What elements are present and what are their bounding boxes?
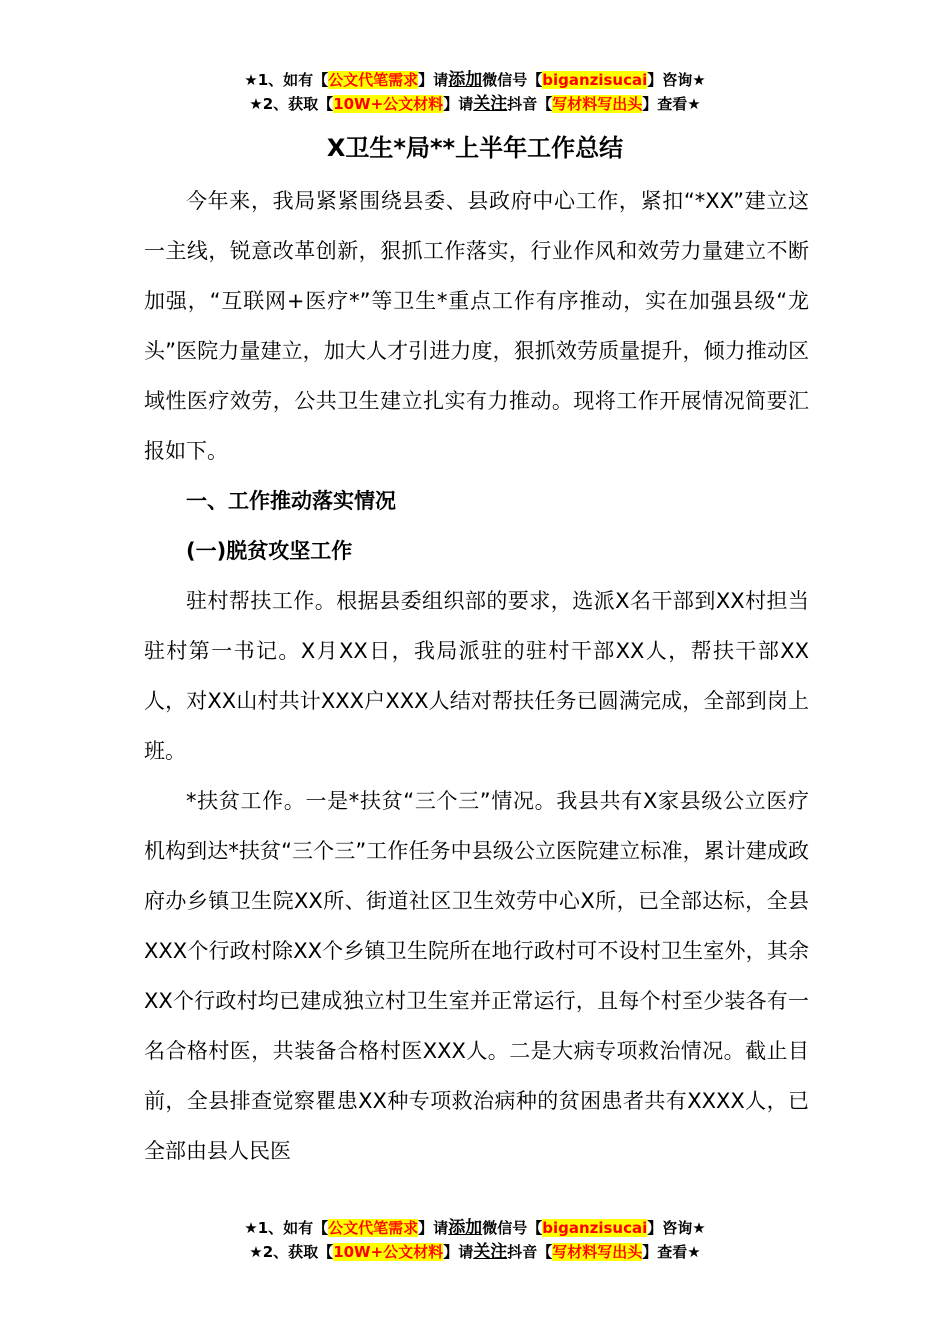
banner-text: ★2、获取【	[249, 1243, 334, 1261]
banner-highlight: biganzisucai	[542, 71, 648, 89]
banner-underline: 关注	[473, 1242, 508, 1262]
banner-highlight: biganzisucai	[542, 1219, 648, 1237]
banner-text: ★1、如有【	[244, 1219, 329, 1237]
top-banner	[0, 68, 950, 116]
banner-highlight: 公文代笔需求	[328, 1219, 419, 1237]
banner-text: 微信号【	[482, 71, 543, 89]
banner-line-2	[0, 1240, 950, 1264]
banner-highlight: 写材料写出头	[552, 95, 643, 113]
banner-text: 抖音【	[507, 1243, 553, 1261]
subsection-heading: (一)脱贫攻坚工作	[186, 539, 353, 563]
banner-text: 】请	[443, 1243, 474, 1261]
banner-text: 】查看★	[642, 95, 701, 113]
banner-underline: 关注	[473, 94, 508, 114]
banner-highlight: 写材料写出头	[552, 1243, 643, 1261]
banner-underline: 添加	[448, 70, 483, 90]
bottom-banner	[0, 1216, 950, 1264]
banner-text: 抖音【	[507, 95, 553, 113]
banner-highlight: 公文代笔需求	[328, 71, 419, 89]
banner-line-1	[0, 68, 950, 92]
banner-text: 】请	[418, 71, 449, 89]
banner-text: 】咨询★	[647, 1219, 706, 1237]
document-title: X卫生*局**上半年工作总结	[326, 134, 624, 162]
banner-text: 微信号【	[482, 1219, 543, 1237]
banner-text: 】请	[418, 1219, 449, 1237]
banner-text: ★1、如有【	[244, 71, 329, 89]
document-body	[144, 176, 809, 1176]
banner-line-1	[0, 1216, 950, 1240]
banner-text: 】请	[443, 95, 474, 113]
banner-text: 】咨询★	[647, 71, 706, 89]
intro-paragraph: 今年来，我局紧紧围绕县委、县政府中心工作，紧扣“*XX”建立这一主线，锐意改革创新，狠抓工作落实，行业作风和效劳力量建立不断加强，“互联网+医疗*”等卫生*重点工作有序推动，实在加强县级“龙头”医院力量建立，加大人才引进力度，狠抓效劳质量提升，倾力推动区域性医疗效劳，公共卫生建立扎实有力推动。现将工作开展情况简要汇报如下。	[144, 189, 809, 463]
banner-highlight: 10W+公文材料	[333, 95, 444, 113]
banner-text: ★2、获取【	[249, 95, 334, 113]
section-heading: 一、工作推动落实情况	[186, 489, 396, 513]
banner-highlight: 10W+公文材料	[333, 1243, 444, 1261]
banner-text: 】查看★	[642, 1243, 701, 1261]
banner-underline: 添加	[448, 1218, 483, 1238]
body-paragraph: *扶贫工作。一是*扶贫“三个三”情况。我县共有X家县级公立医疗机构到达*扶贫“三个三”工作任务中县级公立医院建立标准，累计建成政府办乡镇卫生院XX所、街道社区卫生效劳中心X所，已全部达标，全县XXX个行政村除XX个乡镇卫生院所在地行政村可不设村卫生室外，其余XX个行政村均已建成独立村卫生室并正常运行，且每个村至少装各有一名合格村医，共装备合格村医XXX人。二是大病专项救治情况。截止目前，全县排查觉察瞿患XX种专项救治病种的贫困患者共有XXXX人，已全部由县人民医	[144, 789, 809, 1163]
banner-line-2	[0, 92, 950, 116]
body-paragraph: 驻村帮扶工作。根据县委组织部的要求，选派X名干部到XX村担当驻村第一书记。X月XX日，我局派驻的驻村干部XX人，帮扶干部XX人，对XX山村共计XXX户XXX人结对帮扶任务已圆满完成，全部到岗上班。	[144, 589, 809, 763]
